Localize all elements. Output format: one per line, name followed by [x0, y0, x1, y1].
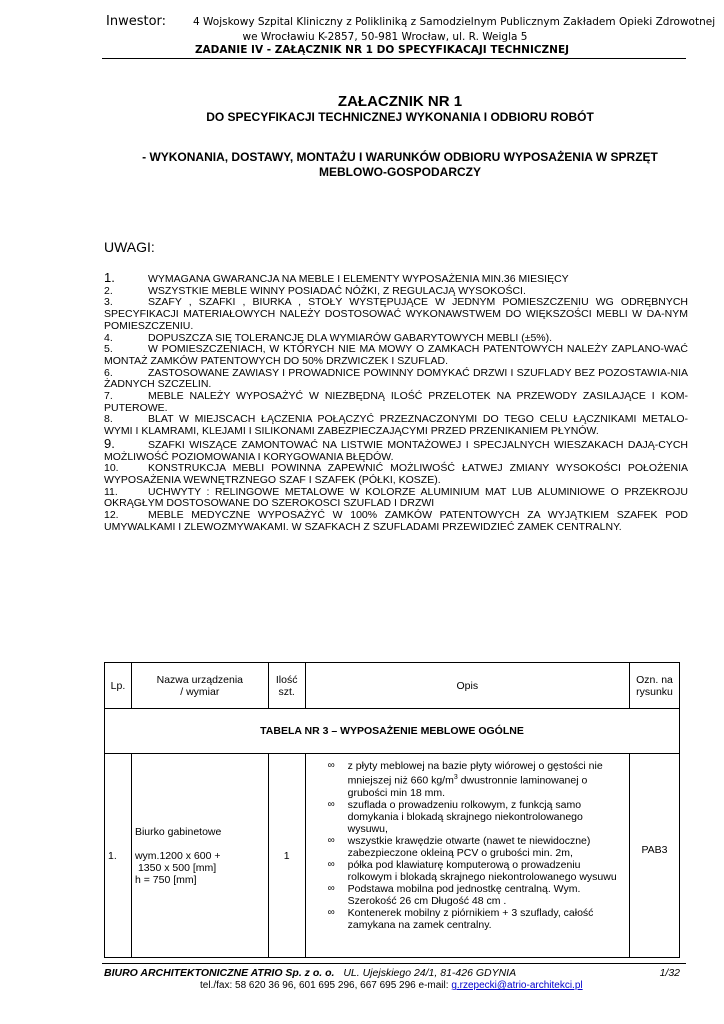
- row-name: [131, 754, 268, 958]
- header-qty-line1: Ilość: [275, 673, 298, 686]
- footer-contact-line: [200, 980, 583, 991]
- desc-text: z płyty meblowej na bazie płyty wiórowej o gęstości nie mniejszej niż 660 kg/m: [347, 760, 603, 787]
- remark-text: WYMAGANA GWARANCJA NA MEBLE I ELEMENTY WYPOSAŻENIA MIN.36 MIESIĘCY: [148, 273, 569, 285]
- bullet-icon: ∞: [327, 760, 335, 771]
- remark-text: BLAT W MIEJSCACH ŁĄCZENIA POŁĄCZYĆ PRZEZNACZONYMI DO TEGO CELU ŁĄCZNIKAMI METALO-WYMI I KLAMRAMI, KLEJAMI I SILIKONAMI ZABEZPIECZAJĄCYMI PRZED PRZENIKANIEM PŁYNÓW.: [104, 413, 688, 438]
- remark-text: MEBLE NALEŻY WYPOSAŻYĆ W NIEZBĘDNĄ ILOŚĆ PRZELOTEK NA PRZEWODY ZASILAJĄCE I KOM-PUTEROWE.: [104, 390, 688, 414]
- page-title: ZAŁACZNIK NR 1: [337, 93, 463, 110]
- footer-divider: [102, 963, 686, 964]
- remark-item: [104, 510, 688, 533]
- header-code: [630, 663, 680, 709]
- remark-text: WSZYSTKIE MEBLE WINNY POSIADAĆ NÓŻKI, Z REGULACJĄ WYSOKOŚCI.: [148, 284, 526, 297]
- remark-number: 2.: [104, 284, 113, 297]
- remark-item: [104, 391, 688, 414]
- footer-firm-line: [104, 967, 680, 979]
- bullet-icon: ∞: [327, 882, 335, 894]
- remark-item: [104, 435, 688, 463]
- remark-number: 6.: [104, 366, 113, 379]
- bullet-icon: ∞: [327, 858, 335, 870]
- header-qty: [268, 663, 305, 709]
- table-row: [105, 754, 680, 958]
- row-lp: 1.: [105, 754, 132, 958]
- remark-number: 1.: [104, 270, 115, 285]
- footer-firm: BIURO ARCHITEKTONICZNE ATRIO Sp. z o. o.: [104, 967, 335, 979]
- remark-item: [104, 414, 688, 437]
- remark-text: W POMIESZCZENIACH, W KTÓRYCH NIE MA MOWY O ZAMKACH PATENTOWYCH NALEŻY ZAPLANO-WAĆ MONTAŻ ZAMKÓW PATENTOWYCH DO 50% DRZWICZEK I SZUFLAD.: [104, 343, 688, 367]
- task-line: ZADANIE IV - ZAŁĄCZNIK NR 1 DO SPECYFIKACAJI TECHNICZNEJ: [194, 44, 570, 56]
- remark-item: [104, 272, 688, 286]
- remark-number: 9.: [104, 435, 115, 451]
- remark-number: 8.: [104, 413, 113, 426]
- remark-text: SZAFKI WISZĄCE ZAMONTOWAĆ NA LISTWIE MONTAŻOWEJ I SPECJALNYCH WIESZAKACH DAJĄ-CYCH MOŻLIWOŚĆ POZIOMOWANIA I KORYGOWANIA BŁĘDÓW.: [104, 438, 688, 463]
- remark-item: [104, 487, 688, 510]
- header-desc: Opis: [305, 663, 629, 709]
- footer-contact: tel./fax: 58 620 36 96, 601 695 296, 667 695 296 e-mail:: [200, 980, 452, 991]
- remark-number: 11.: [104, 485, 118, 498]
- remark-text: KONSTRUKCJA MEBLI POWINNA ZAPEWNIĆ MOŻLIWOŚĆ ŁATWEJ ZMIANY WYSOKOŚCI POŁOŻENIA WYPOSAŻENIA WEWNĘTRZNEGO SZAF I SZAFEK (PÓŁKI, KOSZE).: [104, 462, 688, 486]
- remark-number: 10.: [104, 462, 119, 475]
- description-item: [328, 859, 625, 883]
- description-item: [328, 883, 625, 907]
- remark-number: 7.: [104, 390, 113, 403]
- footer-email-link[interactable]: g.rzepecki@atrio-architekci.pl: [451, 980, 583, 991]
- desc-text: wszystkie krawędzie otwarte (nawet te niewidoczne) zabezpieczone okleiną PCV o grubości min. 2m,: [347, 834, 591, 859]
- row-code: PAB3: [630, 754, 680, 958]
- remark-number: 12.: [104, 509, 119, 522]
- footer-address: UL. Ujejskiego 24/1, 81-426 GDYNIA: [343, 967, 517, 979]
- description-item: [328, 907, 625, 931]
- remark-number: 4.: [104, 331, 113, 344]
- remark-item: [104, 297, 688, 332]
- furniture-table: [104, 662, 680, 958]
- row-qty: 1: [268, 754, 305, 958]
- header-name-line2: / wymiar: [180, 685, 220, 698]
- remark-text: ZASTOSOWANE ZAWIASY I PROWADNICE POWINNY DOMYKAĆ DRZWI I SZUFLADY BEZ POZOSTAWIA-NIA ŻADNYCH SZCZELIN.: [104, 366, 688, 391]
- remark-item: [104, 368, 688, 391]
- desc-text: Kontenerek mobilny z piórnikiem + 3 szuflady, całość zamykana na zamek centralny.: [347, 906, 594, 931]
- header-divider: [102, 58, 686, 59]
- bullet-icon: ∞: [327, 906, 335, 918]
- table-header-row: [105, 663, 680, 709]
- remark-item: [104, 344, 688, 367]
- remark-number: 3.: [104, 296, 113, 309]
- row-description: [305, 754, 629, 958]
- desc-text: półka pod klawiaturę komputerową o prowadzeniu rolkowym i blokadą skrajnego niekontrolowanego wysuwu: [347, 858, 617, 883]
- header-name: [131, 663, 268, 709]
- remark-item: [104, 463, 688, 486]
- description-item: [328, 760, 625, 799]
- investor-address: we Wrocławiu K-2857, 50-981 Wrocław, ul. R. Weigla 5: [242, 31, 528, 43]
- item-dim-3: h = 750 [mm]: [134, 873, 197, 886]
- header-code-line2: rysunku: [636, 685, 673, 698]
- header-code-line1: Ozn. na: [636, 673, 673, 686]
- remark-number: 5.: [104, 343, 113, 356]
- remarks-list: [104, 272, 688, 533]
- section-title: TABELA NR 3 – WYPOSAŻENIE MEBLOWE OGÓLNE: [105, 709, 680, 754]
- bullet-icon: ∞: [327, 834, 335, 846]
- header-lp: Lp.: [105, 663, 132, 709]
- description-item: [328, 835, 625, 859]
- item-name: Biurko gabinetowe: [134, 825, 222, 838]
- desc-superscript: 3: [453, 774, 458, 781]
- item-dim-1: wym.1200 x 600 +: [134, 849, 221, 862]
- scope-title: - WYKONANIA, DOSTAWY, MONTAŻU I WARUNKÓW ODBIORU WYPOSAŻENIA W SPRZĘT MEBLOWO-GOSPODARCZY: [142, 150, 658, 179]
- page-number: 1/32: [659, 967, 680, 979]
- investor-label: Inwestor:: [106, 14, 167, 29]
- remark-text: UCHWYTY : RELINGOWE METALOWE W KOLORZE ALUMINIUM MAT LUB ALUMINIOWE O PRZEKROJU OKRĄGŁYM DOSTOSOWANE DO SZEROKOSCI SZUFLAD I DRZWI: [104, 485, 688, 510]
- bullet-icon: ∞: [327, 798, 335, 810]
- desc-text: szuflada o prowadzeniu rolkowym, z funkcją samo domykania i blokadą skrajnego niekontrolowanego wysuwu,: [347, 798, 583, 835]
- remark-text: SZAFY , SZAFKI , BIURKA , STOŁY WYSTĘPUJĄCE W JEDNYM POMIESZCZENIU WG ODRĘBNYCH SPECYFIKACJI MATERIAŁOWYCH NALEŻY DOSTOSOWAĆ WYKONAWSTWEM DO WIĘKSZOŚCI MEBLI W DA-NYM POMIESZCZENIU.: [104, 296, 688, 332]
- item-dim-2: 1350 x 500 [mm]: [137, 861, 217, 874]
- remark-text: MEBLE MEDYCZNE WYPOSAŻYĆ W 100% ZAMKÓW PATENTOWYCH ZA WYJĄTKIEM SZAFEK POD UMYWALKAMI I ZLEWOZMYWAKAMI. W SZAFKACH Z SZUFLADAMI PRZEWIDZIEĆ ZAMEK CENTRALNY.: [104, 509, 688, 533]
- page-subtitle: DO SPECYFIKACJI TECHNICZNEJ WYKONANIA I ODBIORU ROBÓT: [206, 110, 594, 124]
- description-item: [328, 799, 625, 835]
- remarks-heading: UWAGI:: [104, 239, 155, 255]
- investor-name: 4 Wojskowy Szpital Kliniczny z Polikliniką z Samodzielnym Publicznym Zakładem Opieki Zdrowotnej: [193, 16, 716, 28]
- header-name-line1: Nazwa urządzenia: [156, 673, 244, 686]
- section-row: [105, 709, 680, 754]
- desc-text: dwustronnie laminowanej o grubości min 18 mm.: [347, 774, 588, 799]
- description-list: [328, 760, 625, 931]
- desc-text: Podstawa mobilna pod jednostkę centralną. Wym. Szerokość 26 cm Długość 48 cm .: [347, 882, 581, 907]
- remark-text: DOPUSZCZA SIĘ TOLERANCJĘ DLA WYMIARÓW GABARYTOWYCH MEBLI (±5%).: [148, 331, 553, 344]
- header-qty-line2: szt.: [278, 685, 295, 698]
